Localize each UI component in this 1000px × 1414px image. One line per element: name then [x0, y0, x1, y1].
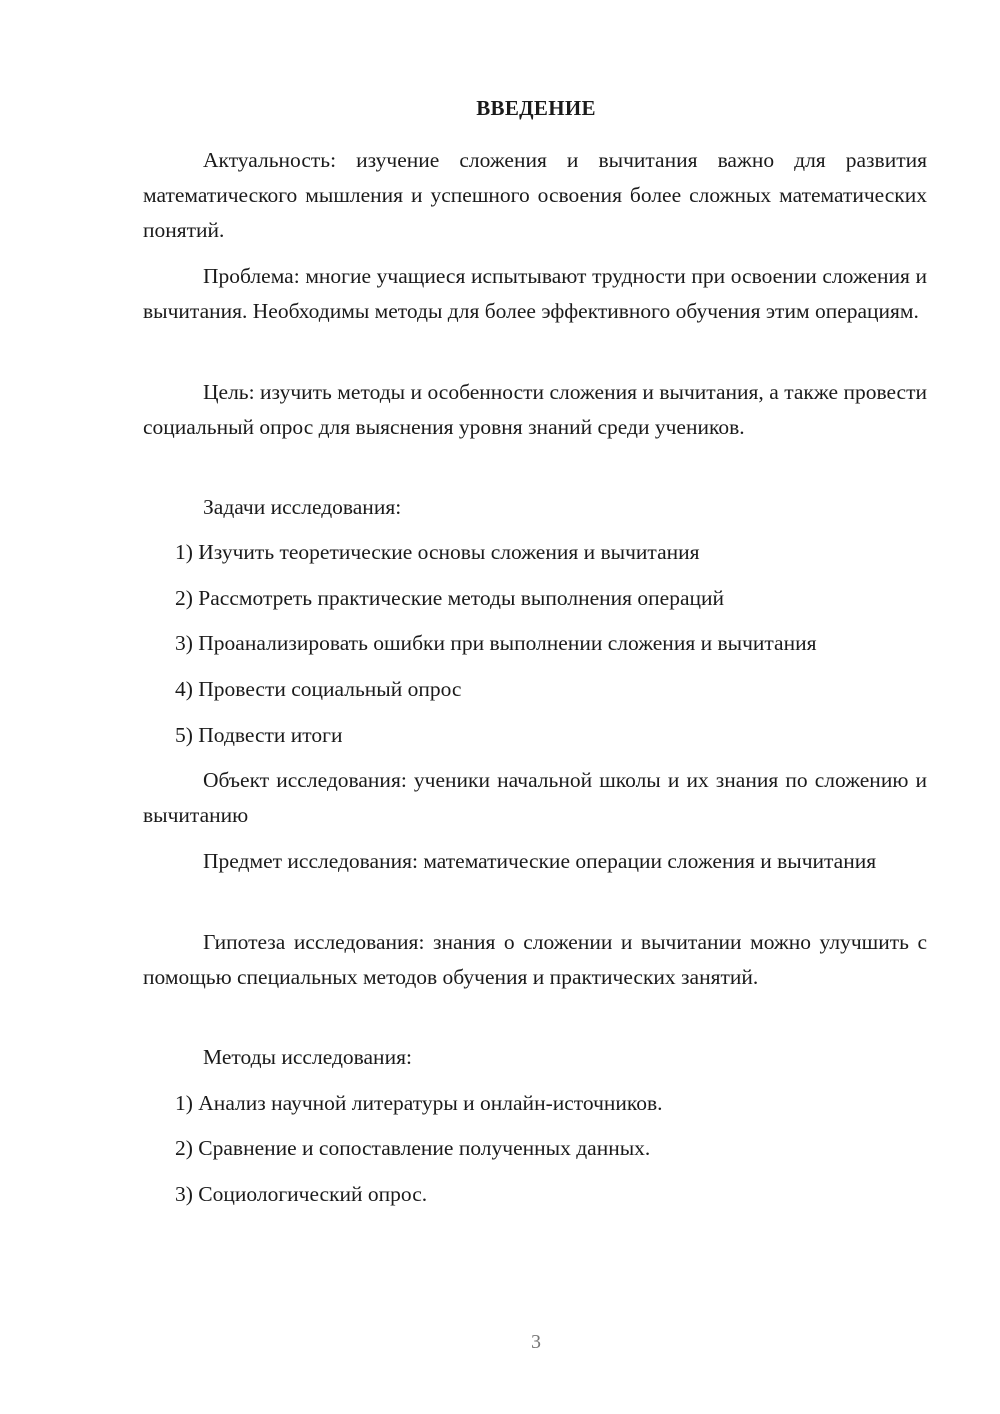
- task-item: 5) Подвести итоги: [175, 723, 343, 747]
- method-item: 2) Сравнение и сопоставление полученных данных.: [175, 1136, 651, 1160]
- task-item: 2) Рассмотреть практические методы выполнения операций: [175, 586, 725, 610]
- object-paragraph: Объект исследования: ученики начальной школы и их знания по сложению и вычитанию: [143, 768, 927, 827]
- page-number: 3: [531, 1331, 541, 1353]
- task-item: 1) Изучить теоретические основы сложения и вычитания: [175, 540, 700, 564]
- subject-paragraph: Предмет исследования: математические операции сложения и вычитания: [203, 849, 877, 873]
- goal-paragraph: Цель: изучить методы и особенности сложения и вычитания, а также провести социальный опрос для выяснения уровня знаний среди учеников.: [143, 380, 927, 439]
- method-item: 3) Социологический опрос.: [175, 1182, 428, 1206]
- problem-paragraph: Проблема: многие учащиеся испытывают трудности при освоении сложения и вычитания. Необходимы методы для более эффективного обучения этим операциям.: [143, 264, 927, 323]
- tasks-title: Задачи исследования:: [203, 495, 402, 519]
- task-item: 4) Провести социальный опрос: [175, 677, 462, 701]
- task-item: 3) Проанализировать ошибки при выполнении сложения и вычитания: [175, 631, 817, 655]
- hypothesis-paragraph: Гипотеза исследования: знания о сложении и вычитании можно улучшить с помощью специальных методов обучения и практических занятий.: [143, 930, 927, 989]
- method-item: 1) Анализ научной литературы и онлайн-источников.: [175, 1091, 663, 1115]
- section-heading: ВВЕДЕНИЕ: [476, 96, 596, 120]
- relevance-paragraph: Актуальность: изучение сложения и вычитания важно для развития математического мышления и успешного освоения более сложных математических понятий.: [143, 148, 927, 242]
- methods-title: Методы исследования:: [203, 1045, 412, 1069]
